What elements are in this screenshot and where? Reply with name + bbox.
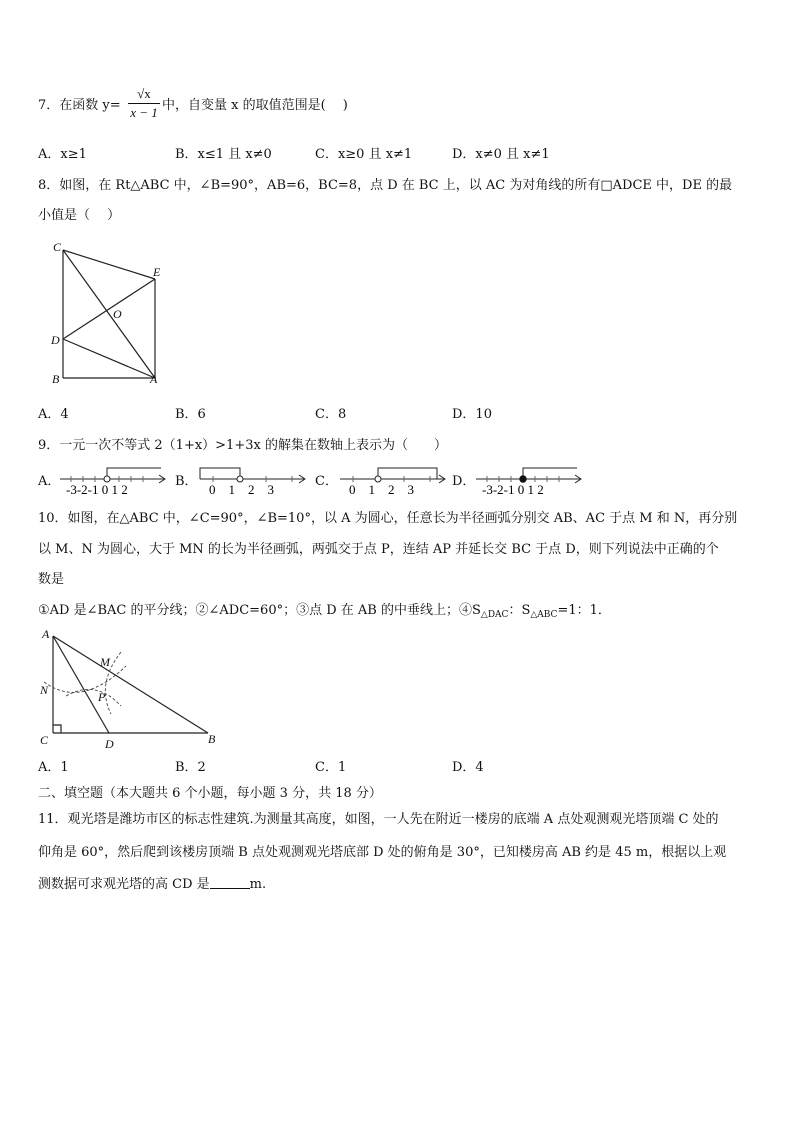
q10-option-c[interactable]: C．1: [315, 760, 347, 775]
q11-answer-blank[interactable]: [210, 876, 250, 889]
q9-option-b-numberline[interactable]: [198, 463, 310, 497]
section-2-heading: 二、填空题（本大题共 6 个小题，每小题 3 分，共 18 分）: [38, 786, 382, 801]
q9-option-d-label[interactable]: D．: [452, 474, 476, 489]
q8-stem-line2: 小值是（ ）: [38, 208, 121, 223]
q8-option-c[interactable]: C．8: [315, 407, 347, 422]
q9-stem: 9．一元一次不等式 2（1+x）>1+3x 的解集在数轴上表示为（ ）: [38, 438, 447, 453]
q11-stem-line2: 仰角是 60°，然后爬到该楼房顶端 B 点处观测观光塔底部 D 处的俯角是 30°，已知楼房高 AB 约是 45 m，根据以上观: [38, 845, 727, 860]
q7-stem: [38, 98, 121, 114]
q9-option-d-numberline[interactable]: [474, 463, 586, 497]
q10-option-d[interactable]: D．4: [452, 760, 484, 775]
q10-option-a[interactable]: A．1: [38, 760, 69, 775]
q8-option-b[interactable]: B．6: [175, 407, 206, 422]
q10-label-d: D: [105, 737, 114, 751]
q10-segment-ab: [53, 636, 208, 733]
q8-label-c: C: [53, 240, 62, 254]
q7-fraction: [128, 86, 160, 121]
q7-option-a[interactable]: A．x≥1: [38, 147, 87, 162]
q8-label-a: A: [150, 372, 158, 386]
q8-option-a[interactable]: A．4: [38, 407, 69, 422]
q10-arc-from-a: [44, 666, 126, 692]
q10-label-n: N: [40, 683, 49, 697]
q7-option-d[interactable]: D．x≠0 且 x≠1: [452, 147, 550, 162]
q10-label-b: B: [208, 732, 216, 746]
q7-numerator: √x: [137, 86, 151, 101]
q9-option-b-label[interactable]: B．: [175, 474, 198, 489]
q9-b-tick-labels: 0 1 2 3: [209, 482, 275, 497]
q10-label-a: A: [42, 627, 50, 641]
q8-stem-line1: 8．如图，在 Rt△ABC 中，∠B=90°，AB=6，BC=8，点 D 在 BC 上，以 AC 为对角线的所有□ADCE 中，DE 的最: [38, 178, 733, 193]
q8-figure: [40, 238, 180, 388]
q9-option-c-label[interactable]: C．: [315, 474, 338, 489]
q8-label-o: O: [113, 307, 122, 321]
q9-c-tick-labels: 0 1 2 3: [349, 482, 415, 497]
q10-stem-line2: 以 M、N 为圆心，大于 MN 的长为半径画弧，两弧交于点 P，连结 AP 并延长交 BC 于点 D，则下列说法中正确的个: [38, 542, 719, 557]
q8-segment-ce: [63, 250, 155, 279]
q7-denominator: x − 1: [130, 105, 158, 120]
q10-segment-ad: [53, 636, 109, 733]
q10-arc-from-m: [66, 689, 121, 706]
q9-option-a-numberline[interactable]: [58, 463, 170, 497]
q8-diagonal-de: [63, 279, 155, 339]
q7-option-b[interactable]: B．x≤1 且 x≠0: [175, 147, 272, 162]
q7-stem-after: 中，自变量 x 的取值范围是( ): [162, 98, 348, 113]
q10-option-b[interactable]: B．2: [175, 760, 206, 775]
q10-label-p: P: [98, 690, 106, 704]
q9-a-tick-labels: -3-2-1 0 1 2: [66, 482, 128, 497]
q10-stem-line3: 数是: [38, 572, 65, 587]
q10-right-angle-mark: [53, 725, 61, 733]
q8-label-e: E: [153, 265, 161, 279]
q8-label-b: B: [52, 372, 60, 386]
q8-label-d: D: [51, 333, 60, 347]
q10-statements: ①AD 是∠BAC 的平分线；②∠ADC=60°；③点 D 在 AB 的中垂线上；$④S_{\triangle DAC}$：$S_{\triangle ABC}=1$：1．: [38, 603, 611, 620]
q8-option-d[interactable]: D．10: [452, 407, 492, 422]
q10-label-c: C: [40, 733, 49, 747]
q10-figure: [36, 624, 226, 752]
q7-option-c[interactable]: C．x≥0 且 x≠1: [315, 147, 413, 162]
q9-option-c-numberline[interactable]: [338, 463, 450, 497]
q9-d-tick-labels: -3-2-1 0 1 2: [482, 482, 544, 497]
q7-stem-before: 7．在函数 y=: [38, 98, 121, 113]
q9-option-a-label[interactable]: A．: [38, 474, 61, 489]
q10-stem-line1: 10．如图，在△ABC 中，∠C=90°，∠B=10°，以 A 为圆心，任意长为半径画弧分别交 AB、AC 于点 M 和 N，再分别: [38, 511, 738, 526]
fraction-bar: [128, 103, 160, 104]
q11-stem-line3: 测数据可求观光塔的高 CD 是 m.: [38, 877, 267, 892]
q11-stem-line1: 11．观光塔是潍坊市区的标志性建筑.为测量其高度，如图，一人先在附近一楼房的底端 A 点处观测观光塔顶端 C 处的: [38, 812, 719, 827]
q10-label-m: M: [100, 655, 110, 669]
